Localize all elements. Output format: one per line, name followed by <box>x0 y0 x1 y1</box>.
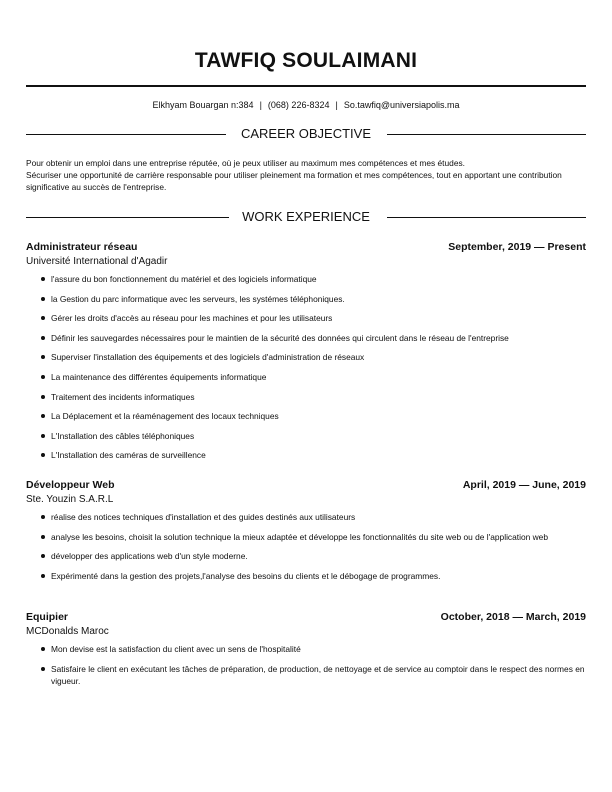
duty-item: La maintenance des différentes équipements informatique <box>26 371 586 383</box>
duty-list <box>26 273 586 461</box>
contact-separator: | <box>335 100 338 110</box>
duty-item: Définir les sauvegardes nécessaires pour le maintien de la sécurité des données qui circulent dans le réseau de l'entreprise <box>26 332 586 344</box>
objective-line: Pour obtenir un emploi dans une entreprise réputée, où je peux utiliser au maximum mes compétences et mes études. <box>26 158 465 168</box>
job-company: Ste. Youzin S.A.R.L <box>26 494 114 505</box>
job-title: Développeur Web <box>26 479 115 491</box>
job-dates: October, 2018 — March, 2019 <box>440 611 586 623</box>
duty-item: Gérer les droits d'accès au réseau pour les machines et pour les utilisateurs <box>26 312 586 324</box>
duty-item: Traitement des incidents informatiques <box>26 391 586 403</box>
duty-item: La Déplacement et la réaménagement des locaux techniques <box>26 410 586 422</box>
job-title: Equipier <box>26 611 69 623</box>
duty-item: la Gestion du parc informatique avec les serveurs, les systémes téléphoniques. <box>26 293 586 305</box>
job-entry <box>26 611 586 694</box>
contact-phone: (068) 226-8324 <box>267 100 330 110</box>
job-entry <box>26 479 586 589</box>
job-header <box>26 241 586 255</box>
duty-item: Satisfaire le client en exécutant les tâches de préparation, de production, de nettoyage et de service au comptoir dans le respect des normes en vigueur. <box>26 663 586 687</box>
duty-list <box>26 511 586 582</box>
job-company: MCDonalds Maroc <box>26 626 109 637</box>
duty-item: Expérimenté dans la gestion des projets,l'analyse des besoins du clients et le débogage de programmes. <box>26 570 586 582</box>
job-company: Université International d'Agadir <box>26 256 168 267</box>
objective-line: Sécuriser une opportunité de carrière responsable pour utiliser pleinement ma formation et mes compétences, tout en apportant une contribution significative au succès de l'entreprise. <box>26 170 562 192</box>
duty-item: l'assure du bon fonctionnement du matériel et des logiciels informatique <box>26 273 586 285</box>
duty-item: L'Installation des câbles téléphoniques <box>26 430 586 442</box>
duty-item: analyse les besoins, choisit la solution technique la mieux adaptée et développe les fonctionnalités du site web ou de l'application web <box>26 531 586 543</box>
contact-address: Elkhyam Bouargan n:384 <box>152 100 254 110</box>
section-header-experience <box>26 209 586 225</box>
job-entry <box>26 241 586 469</box>
duty-list <box>26 643 586 687</box>
section-title-objective: CAREER OBJECTIVE <box>240 126 372 141</box>
objective-text <box>26 157 586 193</box>
contact-line <box>26 100 586 110</box>
job-header <box>26 611 586 625</box>
duty-item: Mon devise est la satisfaction du client avec un sens de l'hospitalité <box>26 643 586 655</box>
job-dates: April, 2019 — June, 2019 <box>462 479 586 491</box>
name-divider <box>26 85 586 87</box>
contact-separator: | <box>259 100 262 110</box>
contact-email[interactable]: So.tawfiq@universiapolis.ma <box>343 100 460 110</box>
job-title: Administrateur réseau <box>26 241 138 253</box>
duty-item: L'Installation des caméras de surveillence <box>26 449 586 461</box>
duty-item: Superviser l'installation des équipements et des logiciels d'administration de réseaux <box>26 351 586 363</box>
section-header-objective <box>26 126 586 142</box>
job-header <box>26 479 586 493</box>
duty-item: développer des applications web d'un style moderne. <box>26 550 586 562</box>
section-rule-right <box>387 134 586 135</box>
job-dates: September, 2019 — Present <box>448 241 586 253</box>
candidate-name: TAWFIQ SOULAIMANI <box>194 49 418 72</box>
duty-item: réalise des notices techniques d'installation et des guides destinés aux utilisateurs <box>26 511 586 523</box>
section-title-experience: WORK EXPERIENCE <box>242 209 370 224</box>
section-rule-right <box>387 217 586 218</box>
